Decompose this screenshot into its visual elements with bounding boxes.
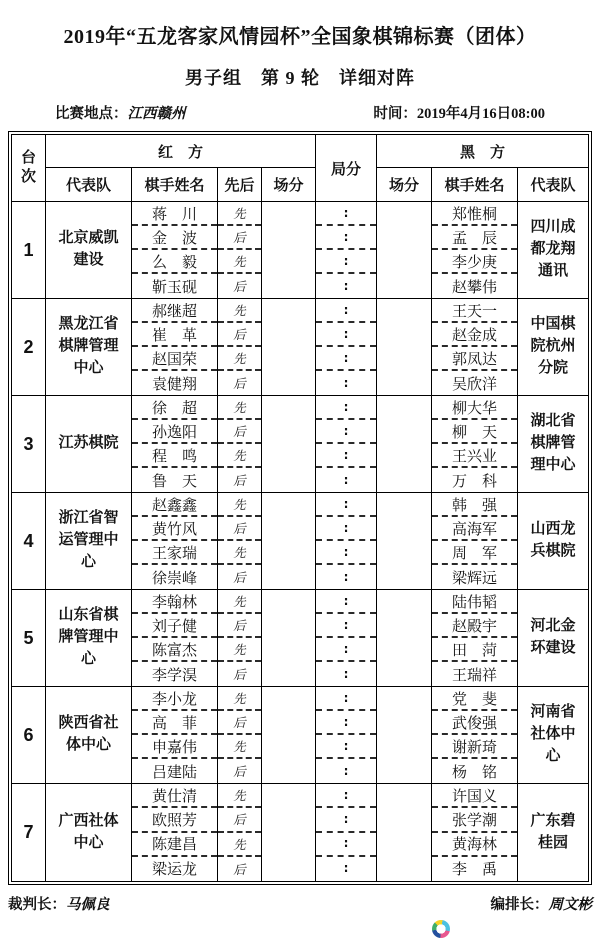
header-black-side: 黑 方 <box>377 135 588 168</box>
game-score-cell: : <box>342 763 350 779</box>
game-score-cell: : <box>316 323 376 347</box>
red-player-name: 徐 超 <box>132 396 217 420</box>
red-match-score-cell <box>262 590 316 686</box>
header-red-match-score: 场分 <box>262 168 316 201</box>
move-order-value: 后 <box>218 226 261 250</box>
table-header <box>12 135 588 202</box>
move-order-value: 后 <box>218 614 261 638</box>
board-number: 6 <box>12 687 46 783</box>
black-player-name: 赵金成 <box>432 323 517 347</box>
black-players-column <box>432 396 518 492</box>
red-team-name: 黑龙江省棋牌管理中心 <box>46 299 132 395</box>
board-number: 7 <box>12 784 46 881</box>
black-players-column <box>432 202 518 298</box>
game-score-cell: : <box>316 590 376 614</box>
black-match-score-cell <box>377 687 432 783</box>
game-score-cell: : <box>316 202 376 226</box>
move-order-column <box>218 590 262 686</box>
red-player-name: 么 毅 <box>132 250 217 274</box>
black-players-column <box>432 493 518 589</box>
black-players-column <box>432 687 518 783</box>
red-players-column <box>132 202 218 298</box>
red-player-name: 李学淏 <box>151 667 197 684</box>
table-row <box>12 396 588 493</box>
referee-name: 马佩良 <box>66 897 110 913</box>
red-player-name: 梁运龙 <box>151 862 197 879</box>
move-order-value: 后 <box>233 571 246 585</box>
table-row <box>12 784 588 881</box>
black-player-name: 赵殿宇 <box>432 614 517 638</box>
board-number: 3 <box>12 396 46 492</box>
game-score-cell: : <box>342 472 350 488</box>
black-team-name: 湖北省棋牌管理中心 <box>530 413 576 473</box>
red-player-name: 金 波 <box>132 226 217 250</box>
red-player-name: 程 鸣 <box>132 444 217 468</box>
header-black-team: 代表队 <box>530 178 576 194</box>
move-order-value: 后 <box>233 280 246 294</box>
header-game-score: 局分 <box>316 135 377 201</box>
time-label: 时间： <box>373 106 417 122</box>
game-score-column <box>316 396 377 492</box>
game-score-cell: : <box>316 347 376 371</box>
table-row <box>12 493 588 590</box>
move-order-value: 先 <box>218 202 261 226</box>
red-players-column <box>132 396 218 492</box>
game-score-cell: : <box>316 711 376 735</box>
black-player-name: 孟 辰 <box>432 226 517 250</box>
table-row <box>12 202 588 299</box>
table-row <box>12 590 588 687</box>
move-order-value: 后 <box>233 765 246 779</box>
black-player-name: 武俊强 <box>432 711 517 735</box>
board-number: 5 <box>12 590 46 686</box>
move-order-value: 先 <box>218 541 261 565</box>
game-score-cell: : <box>342 569 350 585</box>
game-score-cell: : <box>316 493 376 517</box>
header-black-match-score: 场分 <box>377 168 432 201</box>
info-row <box>0 90 600 129</box>
move-order-value: 后 <box>233 668 246 682</box>
black-player-name: 王瑞祥 <box>451 667 497 684</box>
move-order-value: 先 <box>218 493 261 517</box>
black-player-name: 王兴业 <box>432 444 517 468</box>
black-match-score-cell <box>377 590 432 686</box>
red-player-name: 高 菲 <box>132 711 217 735</box>
page-title: 2019年“五龙客家风情园杯”全国象棋锦标赛（团体） <box>63 26 537 48</box>
red-player-name: 黄仕清 <box>132 784 217 808</box>
table-body <box>12 202 588 881</box>
header-black-player: 棋手姓名 <box>432 168 518 201</box>
black-player-name: 谢新琦 <box>432 735 517 759</box>
black-player-name: 郭凤达 <box>432 347 517 371</box>
game-score-column <box>316 784 377 881</box>
red-team-name: 浙江省智运管理中心 <box>46 493 132 589</box>
red-player-name: 黄竹风 <box>132 517 217 541</box>
game-score-cell: : <box>342 278 350 294</box>
move-order-value: 后 <box>233 377 246 391</box>
move-order-value: 先 <box>218 299 261 323</box>
game-score-cell: : <box>316 614 376 638</box>
game-score-column <box>316 202 377 298</box>
red-player-name: 孙逸阳 <box>132 420 217 444</box>
black-player-name: 党 斐 <box>432 687 517 711</box>
game-score-cell: : <box>342 861 350 877</box>
game-score-cell: : <box>316 250 376 274</box>
arranger-info <box>491 893 593 914</box>
black-team-name: 山西龙兵棋院 <box>530 521 576 559</box>
move-order-column <box>218 396 262 492</box>
black-match-score-cell <box>377 396 432 492</box>
header-board-number: 台次 <box>12 135 46 201</box>
move-order-value: 先 <box>218 444 261 468</box>
black-player-name: 吴欣洋 <box>451 376 497 393</box>
referee-info <box>8 893 110 914</box>
game-score-column <box>316 687 377 783</box>
black-player-name: 柳 天 <box>432 420 517 444</box>
black-team-name: 河北金环建设 <box>530 618 576 656</box>
red-team-name: 江苏棋院 <box>46 396 132 492</box>
header-move-order: 先后 <box>218 168 262 201</box>
black-match-score-cell <box>377 299 432 395</box>
red-team-name: 山东省棋牌管理中心 <box>46 590 132 686</box>
header-red-side: 红 方 <box>46 135 316 168</box>
red-player-name: 陈富杰 <box>132 638 217 662</box>
black-player-name: 周 军 <box>432 541 517 565</box>
venue-value: 江西赣州 <box>127 106 186 122</box>
red-match-score-cell <box>262 299 316 395</box>
game-score-cell: : <box>316 808 376 832</box>
game-score-cell: : <box>316 226 376 250</box>
black-players-column <box>432 784 518 881</box>
red-player-name: 鲁 天 <box>151 473 197 490</box>
red-match-score-cell <box>262 493 316 589</box>
game-score-cell: : <box>316 420 376 444</box>
red-player-name: 王家瑞 <box>132 541 217 565</box>
black-player-name: 赵攀伟 <box>451 279 497 296</box>
black-player-name: 杨 铭 <box>451 764 497 781</box>
move-order-value: 后 <box>218 711 261 735</box>
black-player-name: 万 科 <box>451 473 497 490</box>
black-player-name: 郑惟桐 <box>432 202 517 226</box>
black-players-column <box>432 590 518 686</box>
header-red-player: 棋手姓名 <box>132 168 218 201</box>
red-player-name: 李翰林 <box>132 590 217 614</box>
board-number: 2 <box>12 299 46 395</box>
red-player-name: 徐崇峰 <box>151 570 197 587</box>
arranger-label: 编排长： <box>490 897 549 913</box>
red-player-name: 袁健翔 <box>151 376 197 393</box>
game-score-cell: : <box>316 638 376 662</box>
venue-info <box>55 102 186 123</box>
red-player-name: 申嘉伟 <box>132 735 217 759</box>
black-player-name: 黄海林 <box>432 833 517 857</box>
game-score-cell: : <box>342 666 350 682</box>
referee-label: 裁判长： <box>8 897 66 913</box>
table-row <box>12 299 588 396</box>
time-value: 2019年4月16日08:00 <box>416 106 545 122</box>
move-order-column <box>218 784 262 881</box>
move-order-value: 后 <box>218 323 261 347</box>
red-player-name: 靳玉砚 <box>151 279 197 296</box>
game-score-column <box>316 590 377 686</box>
red-player-name: 崔 革 <box>132 323 217 347</box>
game-score-cell: : <box>316 299 376 323</box>
red-player-name: 吕建陆 <box>151 764 197 781</box>
red-team-name: 陕西省社体中心 <box>46 687 132 783</box>
black-team-name: 中国棋院杭州分院 <box>530 316 576 376</box>
game-score-cell: : <box>316 444 376 468</box>
black-match-score-cell <box>377 493 432 589</box>
red-match-score-cell <box>262 396 316 492</box>
move-order-value: 先 <box>218 735 261 759</box>
black-player-name: 王天一 <box>432 299 517 323</box>
black-player-name: 李少庚 <box>432 250 517 274</box>
move-order-column <box>218 687 262 783</box>
move-order-value: 先 <box>218 784 261 808</box>
red-match-score-cell <box>262 202 316 298</box>
move-order-value: 后 <box>218 808 261 832</box>
red-player-name: 陈建昌 <box>132 833 217 857</box>
footer-row <box>0 885 600 914</box>
red-player-name: 赵国荣 <box>132 347 217 371</box>
black-player-name: 高海军 <box>432 517 517 541</box>
game-score-cell: : <box>316 517 376 541</box>
game-score-cell: : <box>316 735 376 759</box>
move-order-column <box>218 299 262 395</box>
move-order-value: 后 <box>218 517 261 541</box>
game-score-cell: : <box>316 687 376 711</box>
move-order-value: 后 <box>233 862 246 877</box>
red-players-column <box>132 590 218 686</box>
move-order-value: 先 <box>218 250 261 274</box>
move-order-value: 先 <box>218 590 261 614</box>
game-score-column <box>316 493 377 589</box>
round-subtitle: 男子组 第 9 轮 详细对阵 <box>185 68 415 88</box>
time-info <box>373 102 545 123</box>
red-player-name: 郝继超 <box>132 299 217 323</box>
red-player-name: 欧照芳 <box>132 808 217 832</box>
board-number: 1 <box>12 202 46 298</box>
red-player-name: 刘子健 <box>132 614 217 638</box>
move-order-value: 后 <box>218 420 261 444</box>
camera-watermark-icon <box>432 920 450 938</box>
table-row <box>12 687 588 784</box>
red-player-name: 李小龙 <box>132 687 217 711</box>
red-player-name: 赵鑫鑫 <box>132 493 217 517</box>
game-score-cell: : <box>316 541 376 565</box>
red-player-name: 蒋 川 <box>132 202 217 226</box>
black-match-score-cell <box>377 202 432 298</box>
move-order-value: 先 <box>218 347 261 371</box>
black-player-name: 韩 强 <box>432 493 517 517</box>
black-player-name: 陆伟韬 <box>432 590 517 614</box>
red-players-column <box>132 784 218 881</box>
red-match-score-cell <box>262 687 316 783</box>
black-team-name: 四川成都龙翔通讯 <box>530 219 576 279</box>
red-team-name: 广西社体中心 <box>46 784 132 881</box>
move-order-value: 先 <box>218 687 261 711</box>
red-players-column <box>132 687 218 783</box>
black-players-column <box>432 299 518 395</box>
move-order-column <box>218 202 262 298</box>
black-player-name: 张学潮 <box>432 808 517 832</box>
black-team-name: 广东碧桂园 <box>530 812 576 851</box>
black-team-name: 河南省社体中心 <box>530 704 576 764</box>
red-team-name: 北京威凯建设 <box>46 202 132 298</box>
black-player-name: 田 菏 <box>432 638 517 662</box>
board-number: 4 <box>12 493 46 589</box>
game-score-cell: : <box>316 784 376 808</box>
game-score-column <box>316 299 377 395</box>
black-player-name: 许国义 <box>432 784 517 808</box>
black-match-score-cell <box>377 784 432 881</box>
black-player-name: 李 禹 <box>451 862 497 879</box>
black-player-name: 梁辉远 <box>451 570 497 587</box>
header-red-team: 代表队 <box>46 168 132 201</box>
red-players-column <box>132 493 218 589</box>
red-match-score-cell <box>262 784 316 881</box>
black-player-name: 柳大华 <box>432 396 517 420</box>
move-order-column <box>218 493 262 589</box>
game-score-cell: : <box>342 375 350 391</box>
game-score-cell: : <box>316 833 376 857</box>
move-order-value: 后 <box>233 474 246 488</box>
move-order-value: 先 <box>218 833 261 857</box>
move-order-value: 先 <box>218 638 261 662</box>
move-order-value: 先 <box>218 396 261 420</box>
game-score-cell: : <box>316 396 376 420</box>
arranger-name: 周文彬 <box>548 897 592 913</box>
venue-label: 比赛地点： <box>55 106 128 122</box>
pairing-table <box>8 131 592 885</box>
red-players-column <box>132 299 218 395</box>
